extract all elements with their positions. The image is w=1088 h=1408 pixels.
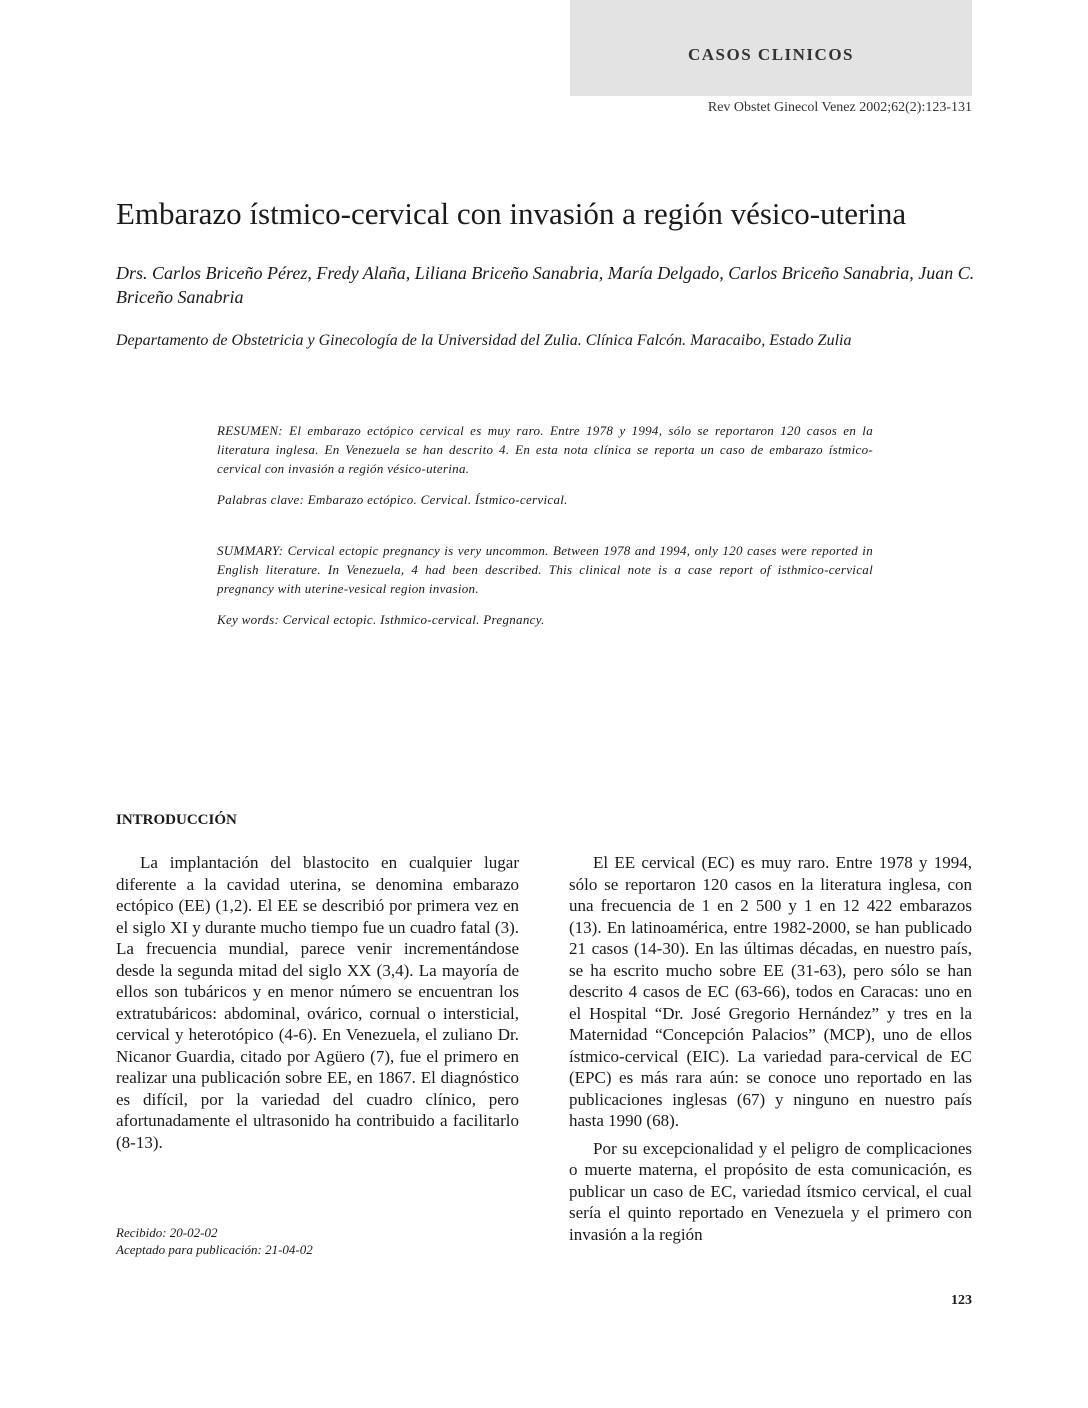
article-authors: Drs. Carlos Briceño Pérez, Fredy Alaña, Liliana Briceño Sanabria, María Delgado, Carlos Briceño Sanabria, Juan C. Briceño Sanabria: [116, 263, 975, 307]
body-paragraph: Por su excepcionalidad y el peligro de complicaciones o muerte materna, el propósito de esta comunicación, es publicar un caso de EC, variedad ítsmico cervical, el cual sería el quinto reportado en Venezuela y el primero con invasión a la región: [569, 1138, 972, 1244]
palabras-clave: Palabras clave: Embarazo ectópico. Cervical. Ístmico-cervical.: [217, 492, 568, 507]
body-column-right: [569, 852, 972, 1245]
submission-dates: [116, 1224, 313, 1258]
body-paragraph: La implantación del blastocito en cualquier lugar diferente a la cavidad uterina, se denomina embarazo ectópico (EE) (1,2). El EE se describió por primera vez en el siglo XI y durante mucho tiempo fue un cuadro fatal (3). La frecuencia mundial, parece venir incrementándose desde la segunda mitad del siglo XX (3,4). La mayoría de ellos son tubáricos y en menor número se encuentran los extratubáricos: abdominal, ovárico, cornual o intersticial, cervical y heterotópico (4-6). En Venezuela, el zuliano Dr. Nicanor Guardia, citado por Agüero (7), fue el primero en realizar una publicación sobre EE, en 1867. El diagnóstico es difícil, por la variedad del cuadro clínico, pero afortunadamente el ultrasonido ha contribuido a facilitarlo (8-13).: [116, 853, 519, 1152]
received-date: Recibido: 20-02-02: [116, 1225, 218, 1240]
summary-paragraph: SUMMARY: Cervical ectopic pregnancy is very uncommon. Between 1978 and 1994, only 120 cases were reported in English literature. In Venezuela, 4 had been described. This clinical note is a case report of isthmico-cervical pregnancy with uterine-vesical region invasion.: [217, 543, 873, 596]
introduction-heading: INTRODUCCIÓN: [116, 812, 237, 828]
journal-citation: Rev Obstet Ginecol Venez 2002;62(2):123-131: [707, 100, 972, 115]
section-header-box: [570, 0, 972, 96]
page-number: 123: [951, 1293, 972, 1308]
section-label: CASOS CLINICOS: [687, 45, 854, 64]
key-words: Key words: Cervical ectopic. Isthmico-cervical. Pregnancy.: [217, 612, 545, 627]
article-title: Embarazo ístmico-cervical con invasión a región vésico-uterina: [116, 196, 907, 231]
accepted-date: Aceptado para publicación: 21-04-02: [116, 1242, 313, 1257]
body-column-left: [116, 852, 519, 1153]
article-affiliation: Departamento de Obstetricia y Ginecología de la Universidad del Zulia. Clínica Falcón. Maracaibo, Estado Zulia: [116, 332, 852, 349]
resumen-paragraph: RESUMEN: El embarazo ectópico cervical es muy raro. Entre 1978 y 1994, sólo se reportaron 120 casos en la literatura inglesa. En Venezuela se han descrito 4. En esta nota clínica se reporta un caso de embarazo ístmico-cervical con invasión a región vésico-uterina.: [217, 423, 873, 476]
body-paragraph: El EE cervical (EC) es muy raro. Entre 1978 y 1994, sólo se reportaron 120 casos en la literatura inglesa, con una frecuencia de 1 en 2 500 y 1 en 12 422 embarazos (13). En latinoamérica, entre 1982-2000, se han publicado 21 casos (14-30). En las últimas décadas, en nuestro país, se ha escrito mucho sobre EE (31-63), pero sólo se han descrito 4 casos de EC (63-66), todos en Caracas: uno en el Hospital “Dr. José Gregorio Hernández” y tres en la Maternidad “Concepción Palacios” (MCP), uno de ellos ístmico-cervical (EIC). La variedad para-cervical de EC (EPC) es más rara aún: se conoce uno reportado en las publicaciones inglesas (67) y ninguno en nuestro país hasta 1990 (68).: [569, 853, 972, 1130]
